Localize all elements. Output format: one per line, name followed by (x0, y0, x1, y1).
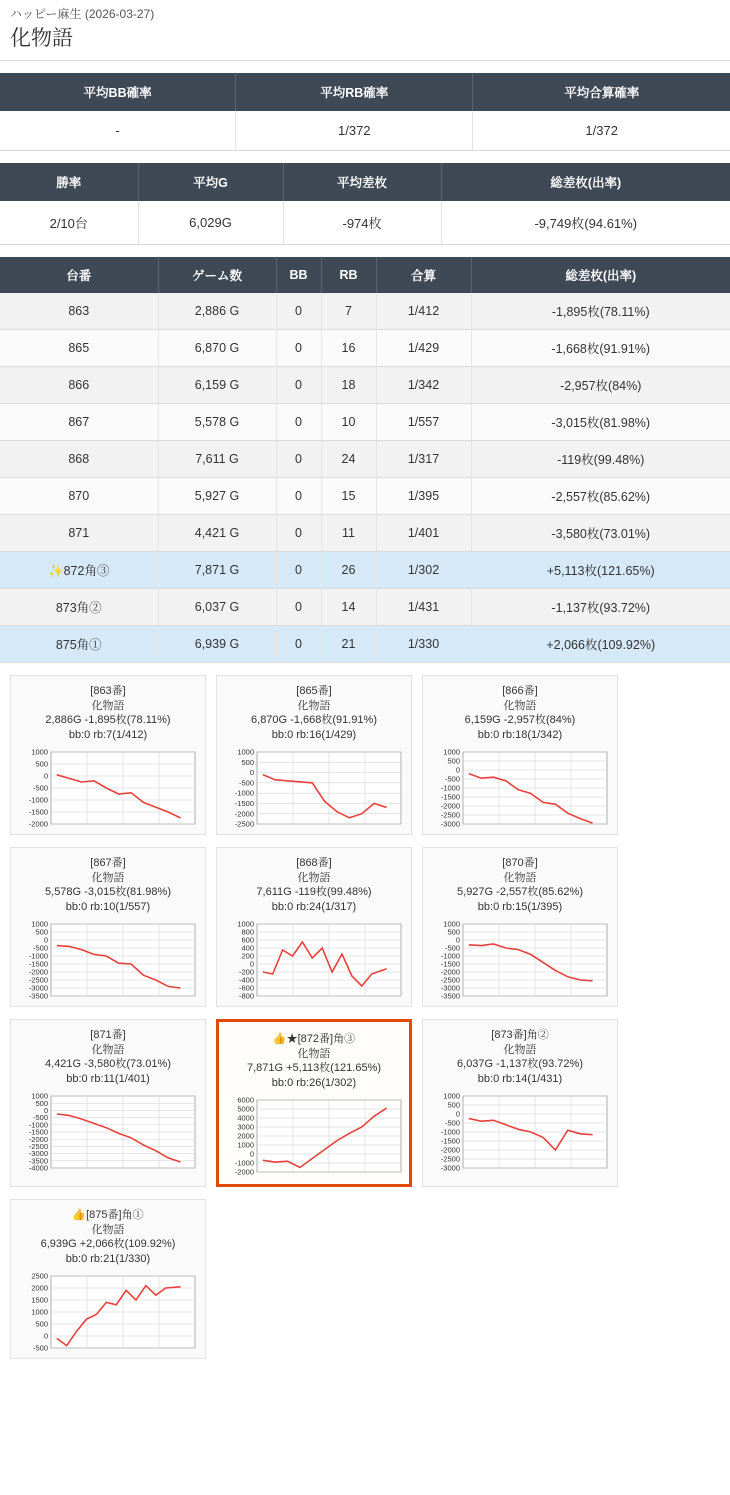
cell-diff: +2,066枚(109.92%) (471, 626, 730, 663)
chart-subtitle: 化物語 (503, 699, 537, 712)
cell-diff: -3,015枚(81.98%) (471, 404, 730, 441)
chart-subtitle: 化物語 (503, 1043, 537, 1056)
svg-text:-4000: -4000 (28, 1163, 48, 1172)
svg-text:3000: 3000 (237, 1122, 254, 1132)
chart-card[interactable] (10, 847, 206, 1007)
cell-rb: 26 (321, 552, 376, 589)
cell-sum: 1/557 (376, 404, 471, 441)
svg-text:-2500: -2500 (440, 975, 460, 985)
svg-text:-2000: -2000 (440, 1145, 460, 1155)
chart-svg (17, 748, 199, 828)
svg-text:1000: 1000 (443, 1092, 460, 1101)
chart-subtitle: 化物語 (297, 699, 331, 712)
chart-title: 👍[875番]角① (72, 1209, 144, 1221)
cell-dai: 867 (0, 404, 158, 441)
cell-dai: 873角② (0, 589, 158, 626)
svg-text:1000: 1000 (31, 920, 48, 929)
chart-stats-line2: bb:0 rb:7(1/412) (68, 728, 148, 741)
chart-stats-line2: bb:0 rb:10(1/557) (65, 900, 151, 913)
table-header-row (0, 163, 730, 201)
chart-stats-line2: bb:0 rb:24(1/317) (271, 900, 357, 913)
chart-title: [865番] (296, 685, 332, 697)
svg-text:-1500: -1500 (28, 959, 48, 969)
cell-dai: 866 (0, 367, 158, 404)
chart-caption (45, 1028, 171, 1086)
cell-games: 2,886 G (158, 293, 276, 330)
svg-text:0: 0 (43, 935, 48, 945)
svg-text:0: 0 (455, 765, 460, 775)
chart-caption (247, 1032, 381, 1090)
cell-games: 7,871 G (158, 552, 276, 589)
cell-dai: 870 (0, 478, 158, 515)
svg-text:-800: -800 (238, 991, 254, 1000)
chart-card[interactable] (422, 1019, 618, 1187)
svg-text:-3500: -3500 (28, 991, 48, 1000)
chart-subtitle: 化物語 (91, 871, 125, 884)
svg-text:-500: -500 (32, 1343, 48, 1352)
svg-text:-1000: -1000 (234, 788, 254, 798)
svg-text:-2500: -2500 (28, 1142, 48, 1151)
svg-text:2000: 2000 (31, 1283, 48, 1293)
svg-text:-200: -200 (238, 967, 254, 977)
summary-second-table (0, 163, 730, 245)
cell-sum: 1/431 (376, 589, 471, 626)
svg-text:-1000: -1000 (234, 1158, 254, 1168)
svg-text:-400: -400 (238, 975, 254, 985)
chart-caption (457, 1028, 583, 1086)
cell-bb: 0 (276, 552, 321, 589)
chart-card[interactable] (10, 1019, 206, 1187)
page-header (0, 0, 730, 61)
cell-bb: 0 (276, 330, 321, 367)
cell-rb: 11 (321, 515, 376, 552)
cell-bb: 0 (276, 478, 321, 515)
svg-text:-2000: -2000 (234, 809, 254, 819)
cell-diff: -2,557枚(85.62%) (471, 478, 730, 515)
svg-text:-500: -500 (32, 943, 48, 953)
svg-text:-3000: -3000 (440, 819, 460, 828)
cell-sum: 1/429 (376, 330, 471, 367)
chart-caption (457, 856, 583, 914)
chart-card[interactable] (216, 847, 412, 1007)
svg-text:-3500: -3500 (28, 1156, 48, 1166)
svg-text:1000: 1000 (237, 920, 254, 929)
table-row[interactable] (0, 330, 730, 367)
chart-subtitle: 化物語 (91, 1223, 125, 1236)
chart-caption (41, 1208, 176, 1266)
cell-rb: 10 (321, 404, 376, 441)
svg-text:0: 0 (249, 1149, 254, 1159)
chart-caption (465, 684, 576, 742)
cell-rb: 21 (321, 626, 376, 663)
chart-stats-line1: 7,871G +5,113枚(121.65%) (246, 1062, 382, 1074)
cell-bb: 0 (276, 404, 321, 441)
svg-text:-3000: -3000 (440, 1163, 460, 1172)
chart-stats-line2: bb:0 rb:26(1/302) (271, 1076, 357, 1089)
col-header-avg-total: 平均合算確率 (473, 73, 730, 111)
svg-text:-3000: -3000 (28, 1149, 48, 1159)
svg-text:-1500: -1500 (234, 799, 254, 809)
svg-text:500: 500 (447, 927, 460, 937)
svg-text:-1000: -1000 (440, 1127, 460, 1137)
cell-games: 5,927 G (158, 478, 276, 515)
svg-text:-1500: -1500 (28, 807, 48, 817)
chart-stats-line1: 5,578G -3,015枚(81.98%) (45, 886, 171, 898)
cell-sum: 1/330 (376, 626, 471, 663)
svg-text:-2000: -2000 (28, 819, 48, 828)
chart-plot-area (429, 748, 611, 828)
col-header-bb: BB (276, 257, 321, 293)
svg-text:1000: 1000 (443, 748, 460, 757)
chart-stats-line2: bb:0 rb:21(1/330) (65, 1252, 151, 1265)
chart-card[interactable] (422, 847, 618, 1007)
chart-plot-area (223, 748, 405, 828)
chart-title: [867番] (90, 857, 126, 869)
cell-sum: 1/342 (376, 367, 471, 404)
value-avg-rb: 1/372 (236, 111, 473, 151)
chart-stats-line1: 7,611G -119枚(99.48%) (256, 886, 372, 898)
svg-text:500: 500 (447, 1100, 460, 1110)
cell-sum: 1/401 (376, 515, 471, 552)
chart-card[interactable] (422, 675, 618, 835)
svg-text:-2000: -2000 (440, 967, 460, 977)
cell-sum: 1/302 (376, 552, 471, 589)
svg-text:1000: 1000 (31, 748, 48, 757)
svg-text:0: 0 (455, 935, 460, 945)
chart-stats-line1: 5,927G -2,557枚(85.62%) (457, 886, 583, 898)
chart-caption (45, 684, 170, 742)
table-row[interactable] (0, 367, 730, 404)
cell-diff: -3,580枚(73.01%) (471, 515, 730, 552)
table-header-row (0, 73, 730, 111)
chart-caption (256, 856, 371, 914)
chart-svg (429, 748, 611, 828)
value-avg-diff: -974枚 (283, 201, 441, 245)
svg-text:0: 0 (249, 768, 254, 778)
cell-dai: 863 (0, 293, 158, 330)
svg-text:200: 200 (241, 951, 254, 961)
table-row[interactable] (0, 515, 730, 552)
chart-card[interactable] (216, 675, 412, 835)
svg-text:-500: -500 (444, 1118, 460, 1128)
table-row[interactable] (0, 589, 730, 626)
chart-title: 👍★[872番]角③ (272, 1033, 356, 1045)
svg-text:-2000: -2000 (440, 801, 460, 811)
svg-text:500: 500 (241, 757, 254, 767)
svg-text:1000: 1000 (237, 1140, 254, 1150)
svg-text:500: 500 (35, 1319, 48, 1329)
svg-text:-1000: -1000 (28, 1120, 48, 1130)
chart-stats-line1: 4,421G -3,580枚(73.01%) (45, 1058, 171, 1070)
machine-table (0, 257, 730, 663)
cell-sum: 1/395 (376, 478, 471, 515)
cell-games: 6,159 G (158, 367, 276, 404)
cell-diff: -1,137枚(93.72%) (471, 589, 730, 626)
svg-text:-500: -500 (444, 774, 460, 784)
cell-rb: 7 (321, 293, 376, 330)
svg-text:1500: 1500 (31, 1295, 48, 1305)
chart-title: [868番] (296, 857, 332, 869)
cell-diff: -1,895枚(78.11%) (471, 293, 730, 330)
chart-title: [873番]角② (491, 1029, 549, 1041)
table-row[interactable] (0, 404, 730, 441)
chart-svg (429, 920, 611, 1000)
svg-text:-1000: -1000 (28, 951, 48, 961)
chart-svg (17, 920, 199, 1000)
value-avg-bb: - (0, 111, 236, 151)
svg-text:500: 500 (35, 759, 48, 769)
svg-text:-2500: -2500 (440, 1154, 460, 1164)
chart-plot-area (429, 1092, 611, 1172)
svg-text:6000: 6000 (237, 1096, 254, 1105)
table-row (0, 201, 730, 245)
col-header-avg-games: 平均G (138, 163, 283, 201)
chart-stats-line2: bb:0 rb:14(1/431) (477, 1072, 563, 1085)
chart-svg (17, 1092, 199, 1172)
value-avg-total: 1/372 (473, 111, 730, 151)
svg-text:-1500: -1500 (440, 792, 460, 802)
cell-bb: 0 (276, 626, 321, 663)
col-header-diff: 総差枚(出率) (471, 257, 730, 293)
table-row[interactable] (0, 552, 730, 589)
svg-text:-1500: -1500 (28, 1127, 48, 1137)
chart-title: [871番] (90, 1029, 126, 1041)
col-header-sum: 合算 (376, 257, 471, 293)
svg-text:0: 0 (43, 1106, 48, 1115)
chart-subtitle: 化物語 (503, 871, 537, 884)
chart-svg (223, 1096, 405, 1176)
cell-games: 7,611 G (158, 441, 276, 478)
col-header-avg-diff: 平均差枚 (283, 163, 441, 201)
svg-text:4000: 4000 (237, 1113, 254, 1123)
svg-text:0: 0 (455, 1109, 460, 1119)
chart-stats-line1: 6,037G -1,137枚(93.72%) (457, 1058, 583, 1070)
chart-svg (429, 1092, 611, 1172)
table-header-row (0, 257, 730, 293)
col-header-games: ゲーム数 (158, 257, 276, 293)
cell-games: 4,421 G (158, 515, 276, 552)
hall-name: ハッピー麻生 (2026-03-27) (10, 7, 155, 21)
chart-plot-area (223, 1096, 405, 1176)
cell-diff: +5,113枚(121.65%) (471, 552, 730, 589)
chart-stats-line2: bb:0 rb:15(1/395) (477, 900, 563, 913)
svg-text:-500: -500 (238, 778, 254, 788)
cell-dai: 868 (0, 441, 158, 478)
svg-text:1000: 1000 (443, 920, 460, 929)
chart-title: [863番] (90, 685, 126, 697)
chart-subtitle: 化物語 (297, 871, 331, 884)
cell-dai: 875角① (0, 626, 158, 663)
cell-sum: 1/412 (376, 293, 471, 330)
chart-stats-line2: bb:0 rb:18(1/342) (477, 728, 563, 741)
chart-plot-area (17, 1092, 199, 1172)
svg-text:1000: 1000 (31, 1307, 48, 1317)
svg-text:2500: 2500 (31, 1272, 48, 1281)
chart-plot-area (223, 920, 405, 1000)
chart-plot-area (429, 920, 611, 1000)
svg-text:0: 0 (43, 1331, 48, 1341)
svg-text:-2500: -2500 (440, 810, 460, 820)
value-winrate: 2/10台 (0, 201, 138, 245)
svg-text:-500: -500 (32, 1113, 48, 1123)
cell-games: 6,939 G (158, 626, 276, 663)
svg-text:0: 0 (43, 771, 48, 781)
cell-rb: 18 (321, 367, 376, 404)
chart-subtitle: 化物語 (91, 699, 125, 712)
cell-rb: 14 (321, 589, 376, 626)
table-row (0, 111, 730, 151)
svg-text:-2500: -2500 (234, 819, 254, 828)
cell-games: 6,870 G (158, 330, 276, 367)
svg-text:-600: -600 (238, 983, 254, 993)
svg-text:-500: -500 (32, 783, 48, 793)
cell-dai: 865 (0, 330, 158, 367)
table-row[interactable] (0, 626, 730, 663)
chart-title: [870番] (502, 857, 538, 869)
chart-stats-line2: bb:0 rb:11(1/401) (66, 1072, 150, 1085)
chart-card[interactable] (10, 675, 206, 835)
cell-rb: 15 (321, 478, 376, 515)
chart-caption (45, 856, 171, 914)
cell-bb: 0 (276, 367, 321, 404)
cell-bb: 0 (276, 515, 321, 552)
svg-text:600: 600 (241, 935, 254, 945)
table-row[interactable] (0, 441, 730, 478)
svg-text:-3000: -3000 (440, 983, 460, 993)
chart-stats-line1: 6,159G -2,957枚(84%) (464, 714, 576, 726)
cell-diff: -1,668枚(91.91%) (471, 330, 730, 367)
chart-svg (223, 920, 405, 1000)
chart-title: [866番] (502, 685, 538, 697)
cell-dai: ✨872角③ (0, 552, 158, 589)
svg-text:-1500: -1500 (440, 959, 460, 969)
svg-text:-2000: -2000 (28, 1134, 48, 1144)
col-header-total-diff: 総差枚(出率) (441, 163, 730, 201)
svg-text:400: 400 (241, 943, 254, 953)
col-header-winrate: 勝率 (0, 163, 138, 201)
chart-card[interactable] (10, 1199, 206, 1359)
summary-top-table (0, 73, 730, 151)
svg-text:0: 0 (249, 959, 254, 969)
chart-plot-area (17, 748, 199, 828)
svg-text:1000: 1000 (31, 1092, 48, 1101)
svg-text:-2000: -2000 (28, 967, 48, 977)
svg-text:-1000: -1000 (440, 951, 460, 961)
chart-plot-area (17, 1272, 199, 1352)
chart-grid (0, 663, 730, 1365)
cell-sum: 1/317 (376, 441, 471, 478)
svg-text:-3500: -3500 (440, 991, 460, 1000)
chart-stats-line1: 2,886G -1,895枚(78.11%) (45, 714, 171, 726)
chart-plot-area (17, 920, 199, 1000)
chart-stats-line2: bb:0 rb:16(1/429) (271, 728, 357, 741)
cell-diff: -2,957枚(84%) (471, 367, 730, 404)
page-title: 化物語 (10, 27, 73, 50)
svg-text:800: 800 (241, 927, 254, 937)
value-total-diff: -9,749枚(94.61%) (441, 201, 730, 245)
svg-text:-1000: -1000 (28, 795, 48, 805)
chart-subtitle: 化物語 (297, 1047, 331, 1060)
svg-text:500: 500 (35, 927, 48, 937)
svg-text:-2500: -2500 (28, 975, 48, 985)
cell-rb: 16 (321, 330, 376, 367)
cell-bb: 0 (276, 589, 321, 626)
chart-stats-line1: 6,939G +2,066枚(109.92%) (40, 1238, 176, 1250)
chart-svg (223, 748, 405, 828)
col-header-dai: 台番 (0, 257, 158, 293)
table-row[interactable] (0, 478, 730, 515)
chart-subtitle: 化物語 (91, 1043, 125, 1056)
cell-games: 6,037 G (158, 589, 276, 626)
svg-text:1000: 1000 (237, 748, 254, 757)
svg-text:-3000: -3000 (28, 983, 48, 993)
col-header-rb: RB (321, 257, 376, 293)
chart-caption (251, 684, 377, 742)
col-header-avg-rb: 平均RB確率 (236, 73, 473, 111)
svg-text:-1000: -1000 (440, 783, 460, 793)
value-avg-games: 6,029G (138, 201, 283, 245)
svg-text:2000: 2000 (237, 1131, 254, 1141)
cell-diff: -119枚(99.48%) (471, 441, 730, 478)
svg-text:-2000: -2000 (234, 1167, 254, 1176)
svg-text:-1500: -1500 (440, 1136, 460, 1146)
svg-text:500: 500 (35, 1098, 48, 1108)
cell-dai: 871 (0, 515, 158, 552)
col-header-avg-bb: 平均BB確率 (0, 73, 236, 111)
svg-text:5000: 5000 (237, 1104, 254, 1114)
cell-bb: 0 (276, 441, 321, 478)
svg-text:500: 500 (447, 756, 460, 766)
cell-bb: 0 (276, 293, 321, 330)
cell-rb: 24 (321, 441, 376, 478)
chart-stats-line1: 6,870G -1,668枚(91.91%) (251, 714, 377, 726)
cell-games: 5,578 G (158, 404, 276, 441)
chart-svg (17, 1272, 199, 1352)
table-row[interactable] (0, 293, 730, 330)
svg-text:-500: -500 (444, 943, 460, 953)
chart-card-featured[interactable] (216, 1019, 412, 1187)
